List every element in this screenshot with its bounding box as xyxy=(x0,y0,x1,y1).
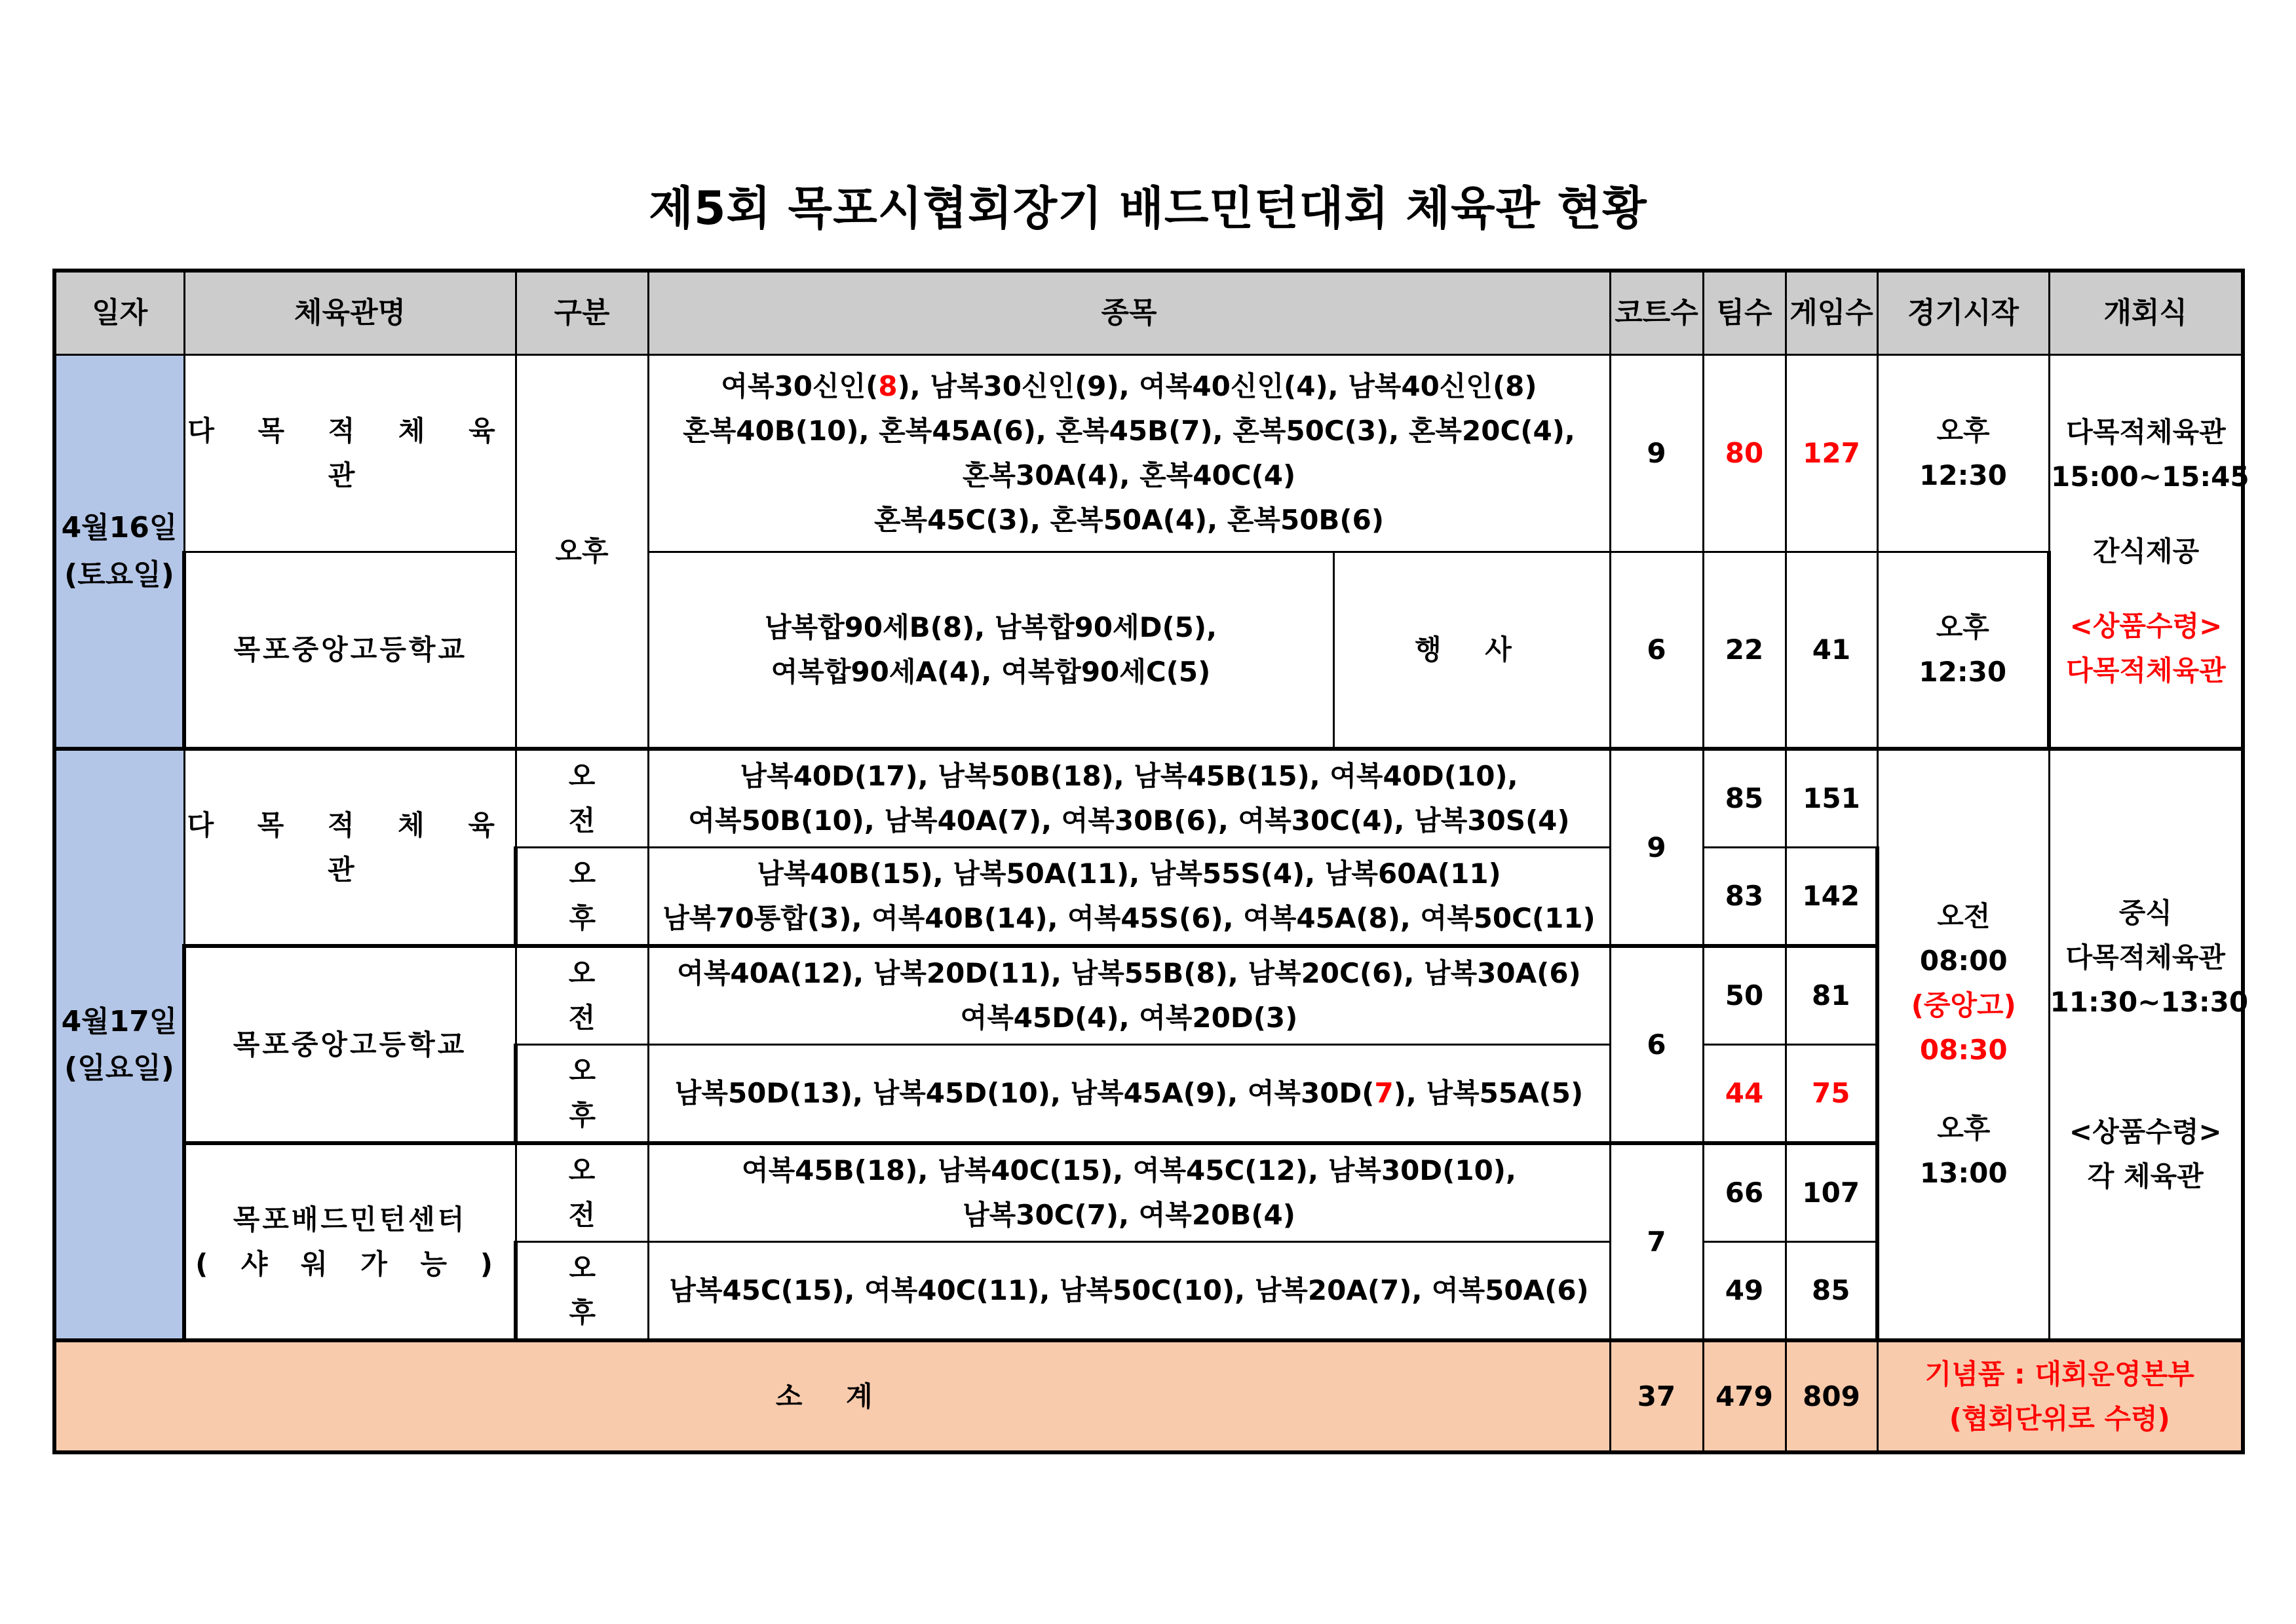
day2-venue1-am-games: 151 xyxy=(1786,749,1877,848)
day2-venue3-pm-label: 오 후 xyxy=(516,1242,648,1341)
day2-venue1-pm-events: 남복40B(15), 남복50A(11), 남복55S(4), 남복60A(11) 남복70통합(3), 여복40B(14), 여복45S(6), 여복45A(8), 여복50C(11) xyxy=(648,848,1610,947)
day2-venue3-pm-games: 85 xyxy=(1786,1242,1877,1341)
day2-venue1-pm-label: 오 후 xyxy=(516,848,648,947)
header-row xyxy=(54,271,2243,354)
day2-date: 4월17일 (일요일) xyxy=(54,749,184,1340)
day2-venue1-name: 다 목 적 체 육 관 xyxy=(184,749,516,946)
header-courts: 코트수 xyxy=(1610,271,1703,354)
header-division: 구분 xyxy=(516,271,648,354)
subtotal-label: 소 계 xyxy=(54,1340,1610,1452)
header-opening: 개회식 xyxy=(2049,271,2243,354)
day2-venue1-pm-teams: 83 xyxy=(1703,848,1786,947)
day2-venue2-am-label: 오 전 xyxy=(516,946,648,1045)
day2-venue3-name: 목포배드민턴센터 ( 샤 워 가 능 ) xyxy=(184,1143,516,1340)
souvenir-note: 기념품 : 대회운영본부 (협회단위로 수령) xyxy=(1877,1340,2243,1452)
day1-division: 오후 xyxy=(516,354,648,749)
day2-venue2-am-games: 81 xyxy=(1786,946,1877,1045)
subtotal-games: 809 xyxy=(1786,1340,1877,1452)
day2-start: 오전 08:00 (중앙고) 08:30 오후 13:00 xyxy=(1877,749,2049,1340)
day2-venue1-courts: 9 xyxy=(1610,749,1703,946)
header-games: 게임수 xyxy=(1786,271,1877,354)
day1-venue1-name: 다 목 적 체 육 관 xyxy=(184,354,516,552)
day2-venue2-pm-label: 오 후 xyxy=(516,1045,648,1144)
day1-venue2-events: 남복합90세B(8), 남복합90세D(5), 여복합90세A(4), 여복합90세C(5) xyxy=(648,552,1333,749)
day2-venue1-am-teams: 85 xyxy=(1703,749,1786,848)
header-date: 일자 xyxy=(54,271,184,354)
day2-venue1-am-events: 남복40D(17), 남복50B(18), 남복45B(15), 여복40D(10), 여복50B(10), 남복40A(7), 여복30B(6), 여복30C(4), 남복30S(4) xyxy=(648,749,1610,848)
subtotal-courts: 37 xyxy=(1610,1340,1703,1452)
day2-venue2-pm-games: 75 xyxy=(1786,1045,1877,1144)
day2-venue3-courts: 7 xyxy=(1610,1143,1703,1340)
gym-status-table xyxy=(52,269,2249,1454)
day1-venue2-games: 41 xyxy=(1786,552,1877,749)
day1-venue1-courts: 9 xyxy=(1610,354,1703,552)
table-row xyxy=(54,552,2243,749)
day2-venue2-courts: 6 xyxy=(1610,946,1703,1143)
header-events: 종목 xyxy=(648,271,1610,354)
day1-venue2-name: 목포중앙고등학교 xyxy=(184,552,516,749)
day1-venue1-teams: 80 xyxy=(1703,354,1786,552)
day2-venue2-pm-events: 남복50D(13), 남복45D(10), 남복45A(9), 여복30D(7), 남복55A(5) xyxy=(648,1045,1610,1144)
day2-venue3-am-teams: 66 xyxy=(1703,1143,1786,1242)
table-row xyxy=(54,749,2243,848)
table-row xyxy=(54,354,2243,552)
day1-venue2-teams: 22 xyxy=(1703,552,1786,749)
day2-venue2-name: 목포중앙고등학교 xyxy=(184,946,516,1143)
day1-venue1-games: 127 xyxy=(1786,354,1877,552)
day1-date: 4월16일 (토요일) xyxy=(54,354,184,749)
day2-opening: 중식 다목적체육관 11:30~13:30 <상품수령> 각 체육관 xyxy=(2049,749,2243,1340)
day2-venue3-am-label: 오 전 xyxy=(516,1143,648,1242)
day2-venue2-pm-teams: 44 xyxy=(1703,1045,1786,1144)
day1-venue2-event-note: 행 사 xyxy=(1333,552,1610,749)
day2-venue3-pm-teams: 49 xyxy=(1703,1242,1786,1341)
header-teams: 팀수 xyxy=(1703,271,1786,354)
day2-venue3-am-events: 여복45B(18), 남복40C(15), 여복45C(12), 남복30D(10), 남복30C(7), 여복20B(4) xyxy=(648,1143,1610,1242)
day2-venue3-pm-events: 남복45C(15), 여복40C(11), 남복50C(10), 남복20A(7), 여복50A(6) xyxy=(648,1242,1610,1341)
day1-opening: 다목적체육관 15:00~15:45 간식제공 <상품수령> 다목적체육관 xyxy=(2049,354,2243,749)
day1-venue1-events: 여복30신인(8), 남복30신인(9), 여복40신인(4), 남복40신인(8) 혼복40B(10), 혼복45A(6), 혼복45B(7), 혼복50C(3), 혼복20C(4), 혼복30A(4), 혼복40C(4) 혼복45C(3), 혼복50A(4), 혼복50B(6) xyxy=(648,354,1610,552)
subtotal-teams: 479 xyxy=(1703,1340,1786,1452)
day2-venue3-am-games: 107 xyxy=(1786,1143,1877,1242)
day1-venue2-courts: 6 xyxy=(1610,552,1703,749)
day2-venue1-am-label: 오 전 xyxy=(516,749,648,848)
day2-venue2-am-events: 여복40A(12), 남복20D(11), 남복55B(8), 남복20C(6), 남복30A(6) 여복45D(4), 여복20D(3) xyxy=(648,946,1610,1045)
day1-venue2-start: 오후 12:30 xyxy=(1877,552,2049,749)
day1-venue1-start: 오후 12:30 xyxy=(1877,354,2049,552)
header-venue: 체육관명 xyxy=(184,271,516,354)
header-start: 경기시작 xyxy=(1877,271,2049,354)
document-title: 제5회 목포시협회장기 배드민턴대회 체육관 현황 xyxy=(649,181,1647,235)
day2-venue1-pm-games: 142 xyxy=(1786,848,1877,947)
day2-venue2-am-teams: 50 xyxy=(1703,946,1786,1045)
subtotal-row xyxy=(54,1340,2243,1452)
